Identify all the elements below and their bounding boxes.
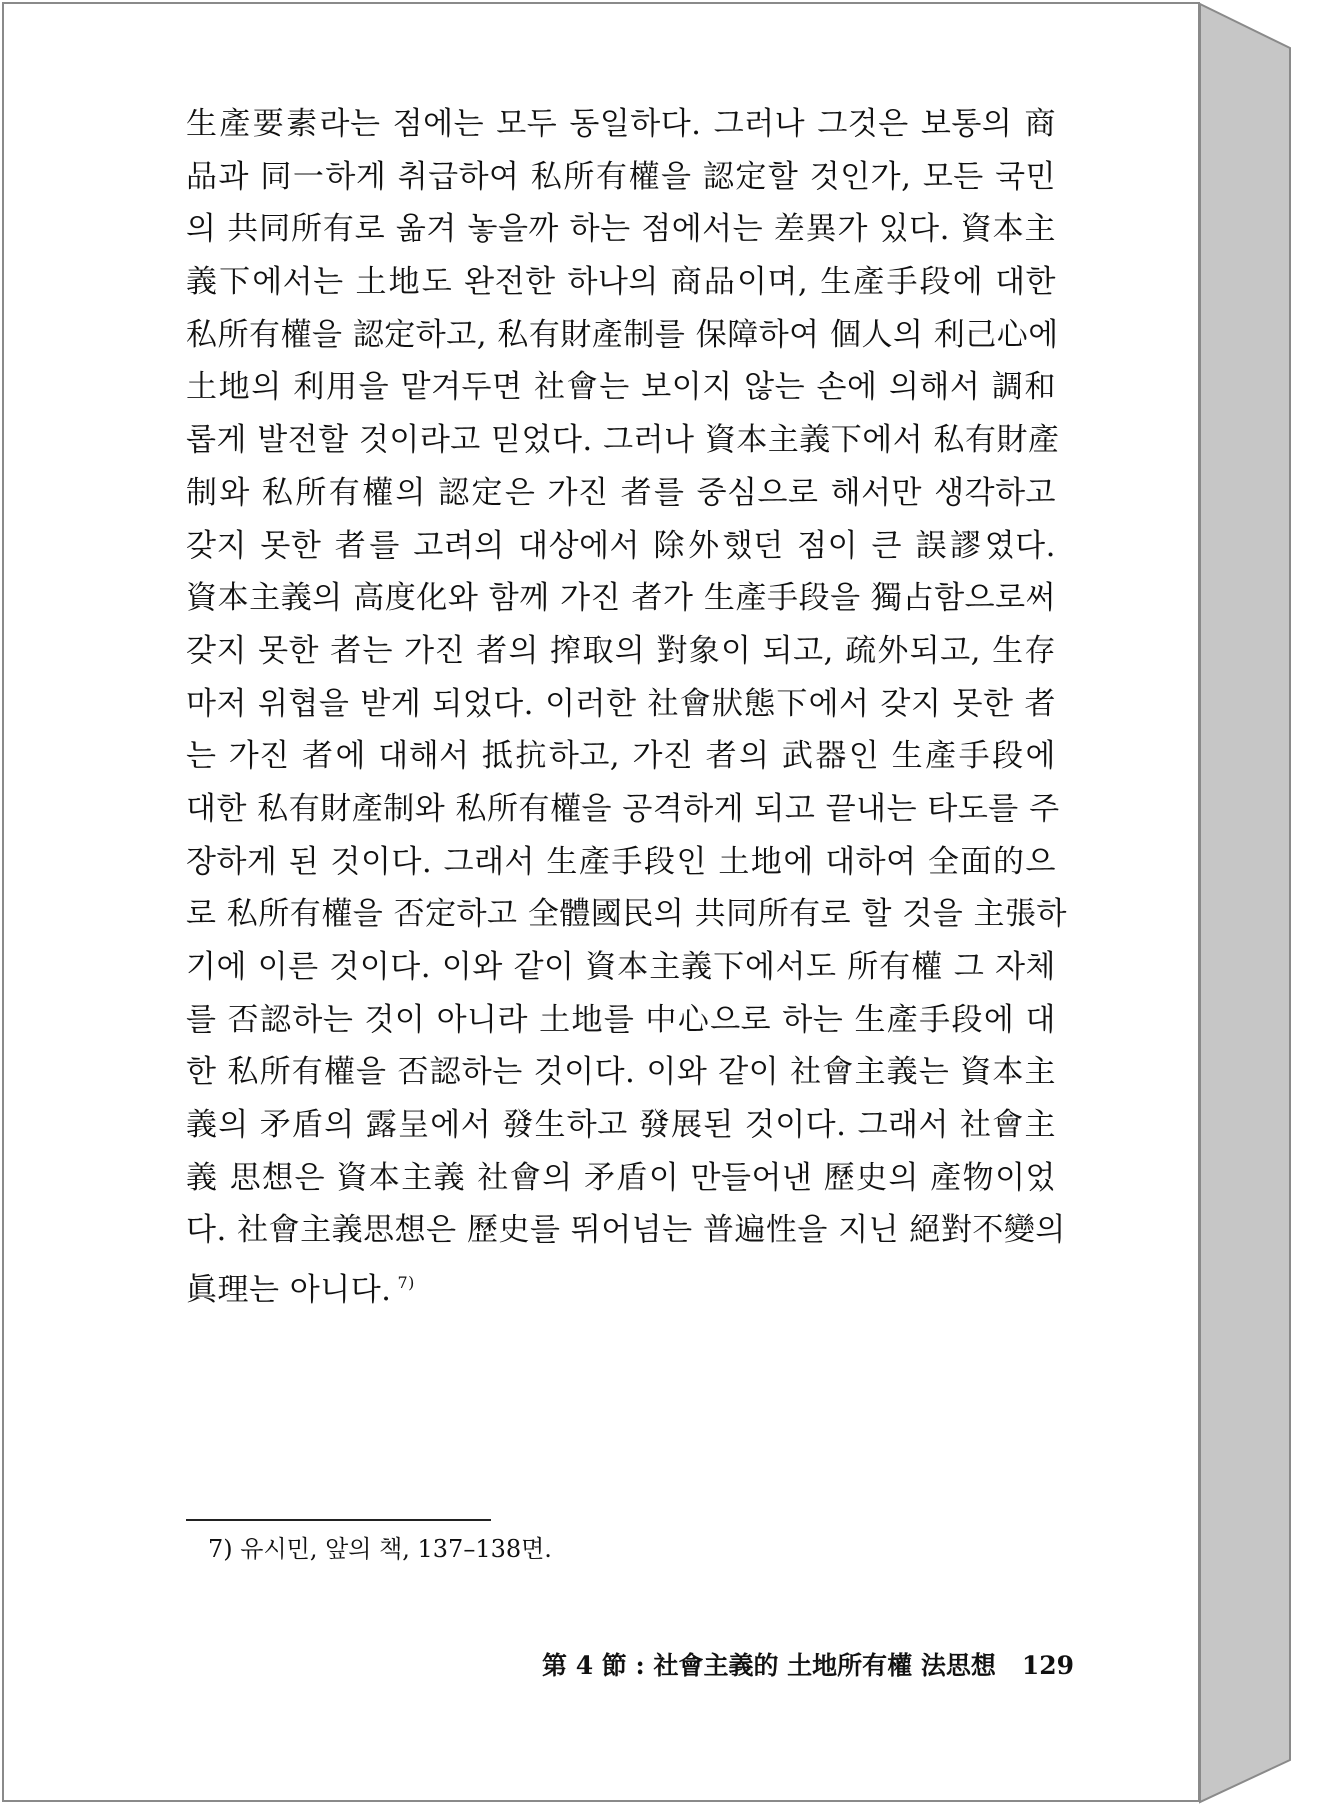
body-line: 義 思想은 資本主義 社會의 矛盾이 만들어낸 歷史의 產物이었 xyxy=(186,1159,1056,1196)
body-line: 기에 이른 것이다. 이와 같이 資本主義下에서도 所有權 그 자체 xyxy=(186,949,1056,985)
body-line: 장하게 된 것이다. 그래서 生產手段인 土地에 대하여 全面的으 xyxy=(186,843,1056,880)
body-line: 는 가진 者에 대해서 抵抗하고, 가진 者의 武器인 生產手段에 xyxy=(186,738,1056,775)
body-line: 의 共同所有로 옮겨 놓을까 하는 점에서는 差異가 있다. 資本主 xyxy=(186,211,1056,248)
footnote-reference[interactable]: 7) xyxy=(397,1273,415,1293)
body-line: 대한 私有財產制와 私所有權을 공격하게 되고 끝내는 타도를 주 xyxy=(186,790,1060,827)
footnote: 7) 유시민, 앞의 책, 137–138면. xyxy=(208,1535,552,1563)
body-line: 生產要素라는 점에는 모두 동일하다. 그러나 그것은 보통의 商 xyxy=(186,106,1056,142)
body-line: 다. 社會主義思想은 歷史를 뛰어넘는 普遍性을 지닌 絕對不變의 xyxy=(186,1212,1066,1249)
footnote-divider xyxy=(186,1519,491,1521)
body-line: 資本主義의 高度化와 함께 가진 者가 生產手段을 獨占함으로써 xyxy=(186,580,1056,617)
body-line-last-text: 眞理는 아니다. xyxy=(186,1272,392,1309)
page-number: 129 xyxy=(1021,1651,1075,1680)
body-line: 갖지 못한 者를 고려의 대상에서 除外했던 점이 큰 誤謬였다. xyxy=(186,527,1056,564)
body-line-last xyxy=(186,1257,1056,1310)
body-line: 를 否認하는 것이 아니라 土地를 中心으로 하는 生產手段에 대 xyxy=(186,1001,1056,1038)
body-line: 갖지 못한 者는 가진 者의 搾取의 對象이 되고, 疏外되고, 生存 xyxy=(186,632,1056,669)
body-line: 한 私所有權을 否認하는 것이다. 이와 같이 社會主義는 資本主 xyxy=(186,1054,1056,1091)
body-line: 品과 同一하게 취급하여 私所有權을 認定할 것인가, 모든 국민 xyxy=(186,158,1056,195)
body-line: 義下에서는 土地도 완전한 하나의 商品이며, 生產手段에 대한 xyxy=(186,264,1056,301)
body-line: 制와 私所有權의 認定은 가진 者를 중심으로 해서만 생각하고 xyxy=(186,474,1056,511)
body-line: 義의 矛盾의 露呈에서 發生하고 發展된 것이다. 그래서 社會主 xyxy=(186,1107,1056,1144)
body-line: 土地의 利用을 맡겨두면 社會는 보이지 않는 손에 의해서 調和 xyxy=(186,369,1056,406)
body-line: 롭게 발전할 것이라고 믿었다. 그러나 資本主義下에서 私有財產 xyxy=(186,422,1060,459)
body-line: 로 私所有權을 否定하고 全體國民의 共同所有로 할 것을 主張하 xyxy=(186,896,1067,933)
body-line: 마저 위협을 받게 되었다. 이러한 社會狀態下에서 갖지 못한 者 xyxy=(186,685,1056,722)
body-text xyxy=(186,98,1067,1310)
running-title: 第 4 節 : 社會主義的 土地所有權 法思想 xyxy=(542,1651,996,1680)
body-line: 私所有權을 認定하고, 私有財產制를 保障하여 個人의 利己心에 xyxy=(186,316,1059,353)
running-footer xyxy=(542,1648,1075,1684)
